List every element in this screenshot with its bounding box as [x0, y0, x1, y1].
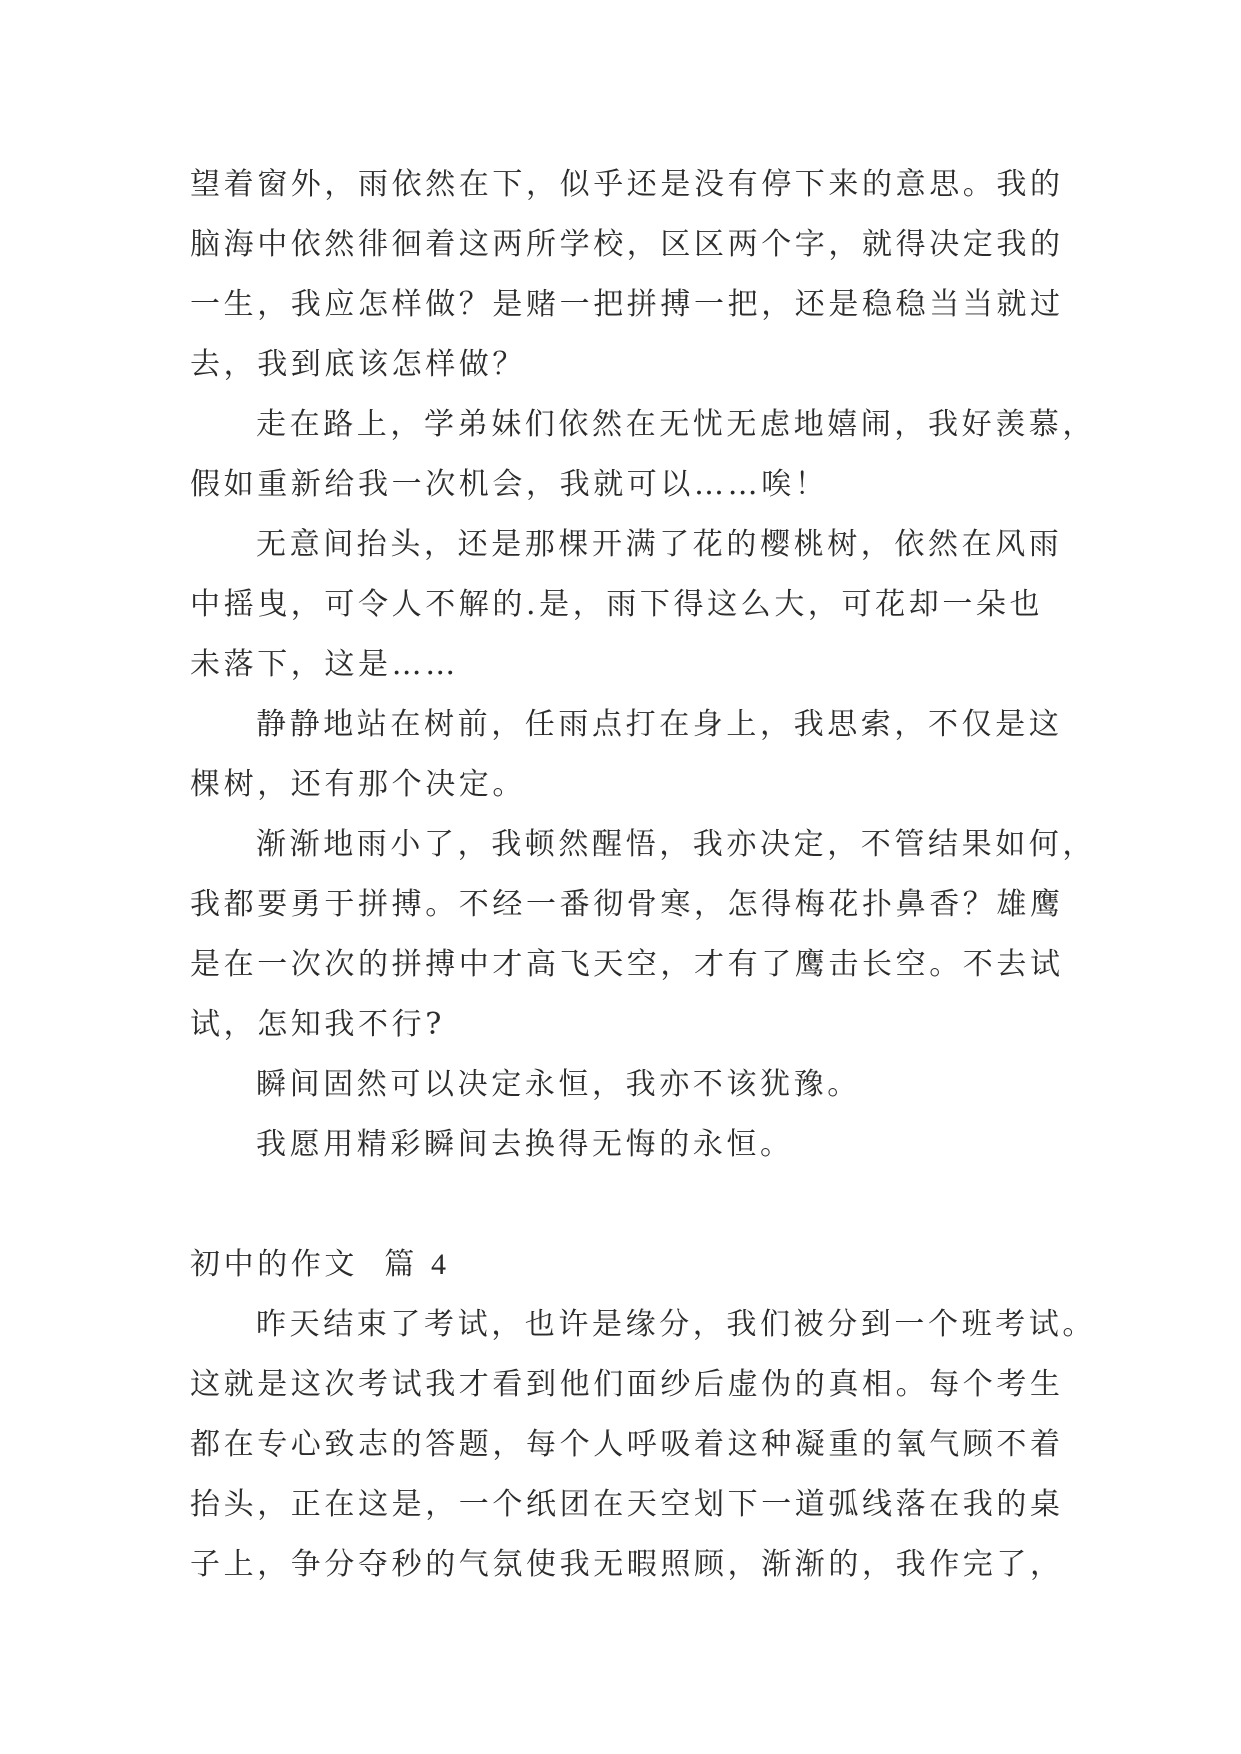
text-line: 这就是这次考试我才看到他们面纱后虚伪的真相。每个考生	[190, 1367, 1064, 1402]
text-line: 棵树，还有那个决定。	[190, 767, 526, 802]
text-line: 我都要勇于拼搏。不经一番彻骨寒，怎得梅花扑鼻香？雄鹰	[190, 887, 1064, 922]
text-line: 昨天结束了考试，也许是缘分，我们被分到一个班考试。	[256, 1307, 1096, 1342]
section-title: 初中的作文	[190, 1247, 358, 1282]
paragraph	[190, 815, 1096, 1055]
text-line: 中摇曳，可令人不解的.是，雨下得这么大，可花却一朵也	[190, 587, 1044, 622]
text-line: 我愿用精彩瞬间去换得无悔的永恒。	[256, 1127, 794, 1162]
blank-line	[190, 1175, 1070, 1235]
text-line: 抬头，正在这是，一个纸团在天空划下一道弧线落在我的桌	[190, 1487, 1064, 1522]
text-line: 子上，争分夺秒的气氛使我无暇照顾，渐渐的，我作完了，	[190, 1547, 1064, 1582]
paragraph	[190, 1295, 1096, 1595]
text-line: 渐渐地雨小了，我顿然醒悟，我亦决定，不管结果如何，	[256, 827, 1096, 862]
text-line: 未落下，这是……	[190, 647, 459, 682]
paragraph	[190, 695, 1070, 815]
paragraph	[190, 395, 1096, 515]
text-line: 去，我到底该怎样做？	[190, 347, 526, 382]
text-line: 走在路上，学弟妹们依然在无忧无虑地嬉闹，我好羡慕，	[256, 407, 1096, 442]
text-line: 假如重新给我一次机会，我就可以……唉！	[190, 467, 829, 502]
document-body	[190, 155, 1096, 1595]
text-line: 试，怎知我不行?	[190, 1007, 445, 1042]
paragraph	[190, 1055, 1070, 1115]
text-line: 是在一次次的拼搏中才高飞天空，才有了鹰击长空。不去试	[190, 947, 1064, 982]
text-line: 望着窗外，雨依然在下，似乎还是没有停下来的意思。我的	[190, 167, 1064, 202]
text-line: 一生，我应怎样做？是赌一把拼搏一把，还是稳稳当当就过	[190, 287, 1064, 322]
text-line: 静静地站在树前，任雨点打在身上，我思索，不仅是这	[256, 707, 1063, 742]
text-line: 瞬间固然可以决定永恒，我亦不该犹豫。	[256, 1067, 861, 1102]
section-part-number: 4	[431, 1248, 447, 1281]
paragraph	[190, 515, 1070, 695]
section-part-label: 篇	[384, 1247, 418, 1282]
paragraph	[190, 155, 1070, 395]
text-line: 脑海中依然徘徊着这两所学校，区区两个字，就得决定我的	[190, 227, 1064, 262]
section-heading	[190, 1235, 1070, 1295]
paragraph	[190, 1115, 1070, 1175]
text-line: 无意间抬头，还是那棵开满了花的樱桃树，依然在风雨	[256, 527, 1063, 562]
text-line: 都在专心致志的答题，每个人呼吸着这种凝重的氧气顾不着	[190, 1427, 1064, 1462]
